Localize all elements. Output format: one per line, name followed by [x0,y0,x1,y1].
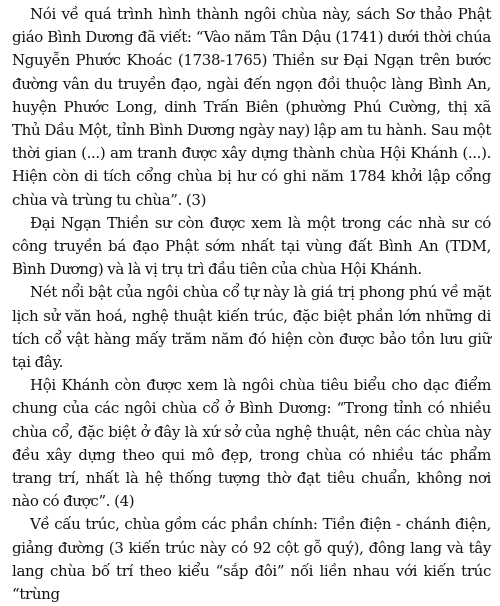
paragraph: Về cấu trúc, chùa gồm các phần chính: Tiền điện - chánh điện, giảng đường (3 kiến trúc này có 92 cột gỗ quý), đông lang và tây lang chùa bố trí theo kiểu “sắp đôi” nối liền nhau với kiến trúc “trùng [12,515,491,604]
paragraph: Đại Ngạn Thiền sư còn được xem là một trong các nhà sư có công truyền bá đạo Phật sớm nhất tại vùng đất Bình An (TDM, Bình Dương) và là vị trụ trì đầu tiên của chùa Hội Khánh. [12,213,491,279]
paragraph: Nét nổi bật của ngôi chùa cổ tự này là giá trị phong phú về mặt lịch sử văn hoá, nghệ thuật kiến trúc, đặc biệt phần lớn những di tích cổ vật hàng mấy trăm năm đó hiện còn được bảo tồn lưu giữ tại đây. [12,283,491,372]
paragraph: Nói về quá trình hình thành ngôi chùa này, sách Sơ thảo Phật giáo Bình Dương đã viết: “Vào năm Tân Dậu (1741) dưới thời chúa Nguyễn Phước Khoác (1738-1765) Thiền sư Đại Ngạn trên bước đường vân du truyền đạo, ngài đến ngọn đồi thuộc làng Bình An, huyện Phước Long, dinh Trấn Biên (phường Phú Cường, thị xã Thủ Dầu Một, tỉnh Bình Dương ngày nay) lập am tu hành. Sau một thời gian (...) am tranh được xây dựng thành chùa Hội Khánh (...). Hiện còn di tích cổng chùa bị hư có ghi năm 1784 khởi lập cổng chùa và trùng tu chùa”. (3) [12,5,491,209]
paragraph: Hội Khánh còn được xem là ngôi chùa tiêu biểu cho dạc điểm chung của các ngôi chùa cổ ở Bình Dương: “Trong tỉnh có nhiều chùa cổ, đặc biệt ở đây là xứ sở của nghệ thuật, nên các chùa này đều xây dựng theo qui mô đẹp, trong chùa có nhiều tác phẩm trang trí, nhất là hệ thống tượng thờ đạt tiêu chuẩn, không nơi nào có được”. (4) [12,376,491,511]
